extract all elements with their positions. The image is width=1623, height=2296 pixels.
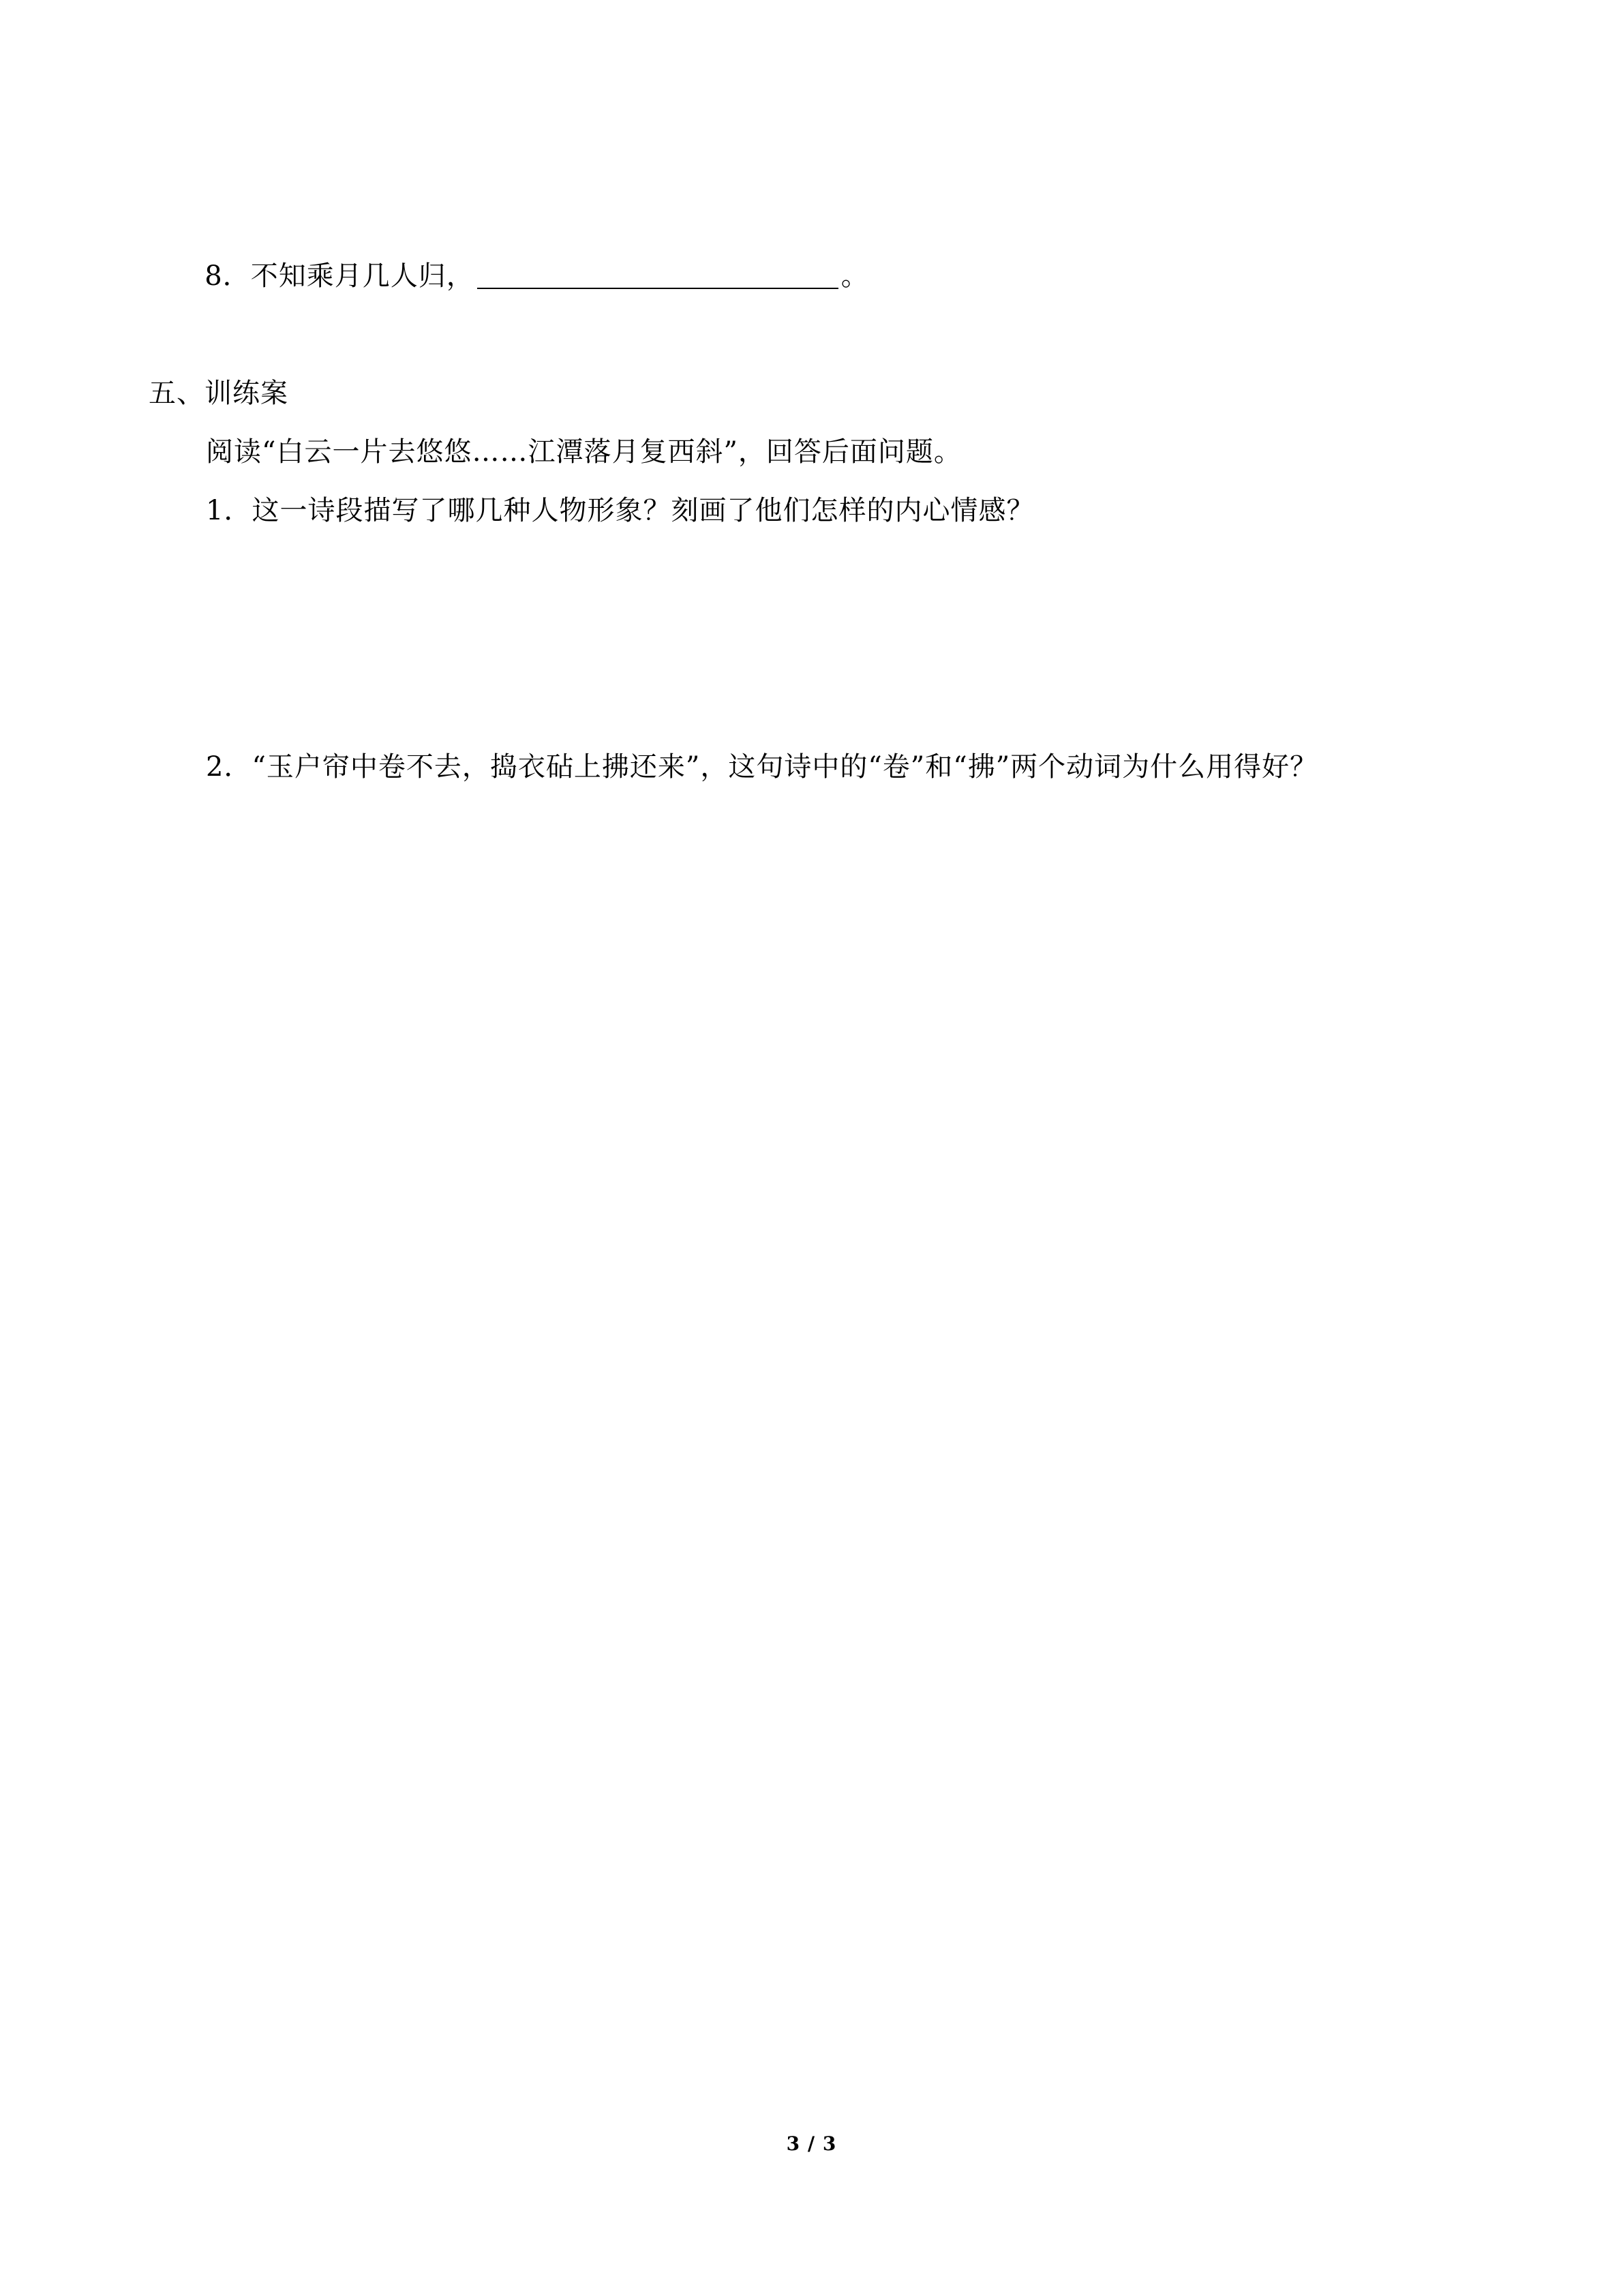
question-2: 2．“玉户帘中卷不去，捣衣砧上拂还来”，这句诗中的“卷”和“拂”两个动词为什么用得好？ (206, 751, 1318, 783)
section-heading-five: 五、训练案 (149, 378, 288, 409)
question-8-prefix: 8．不知乘月几人归， (204, 260, 474, 292)
question-8 (149, 188, 1474, 364)
question-8-suffix: 。 (840, 260, 869, 292)
reading-instruction: 阅读“白云一片去悠悠……江潭落月复西斜”，回答后面问题。 (206, 436, 962, 468)
answer-blank[interactable] (477, 288, 838, 289)
document-body (149, 188, 1474, 796)
answer-space-1 (149, 540, 1474, 738)
page-number: 3 / 3 (786, 2132, 837, 2155)
page-footer (0, 2132, 1623, 2155)
question-1: 1．这一诗段描写了哪几种人物形象？刻画了他们怎样的内心情感？ (206, 495, 1035, 526)
